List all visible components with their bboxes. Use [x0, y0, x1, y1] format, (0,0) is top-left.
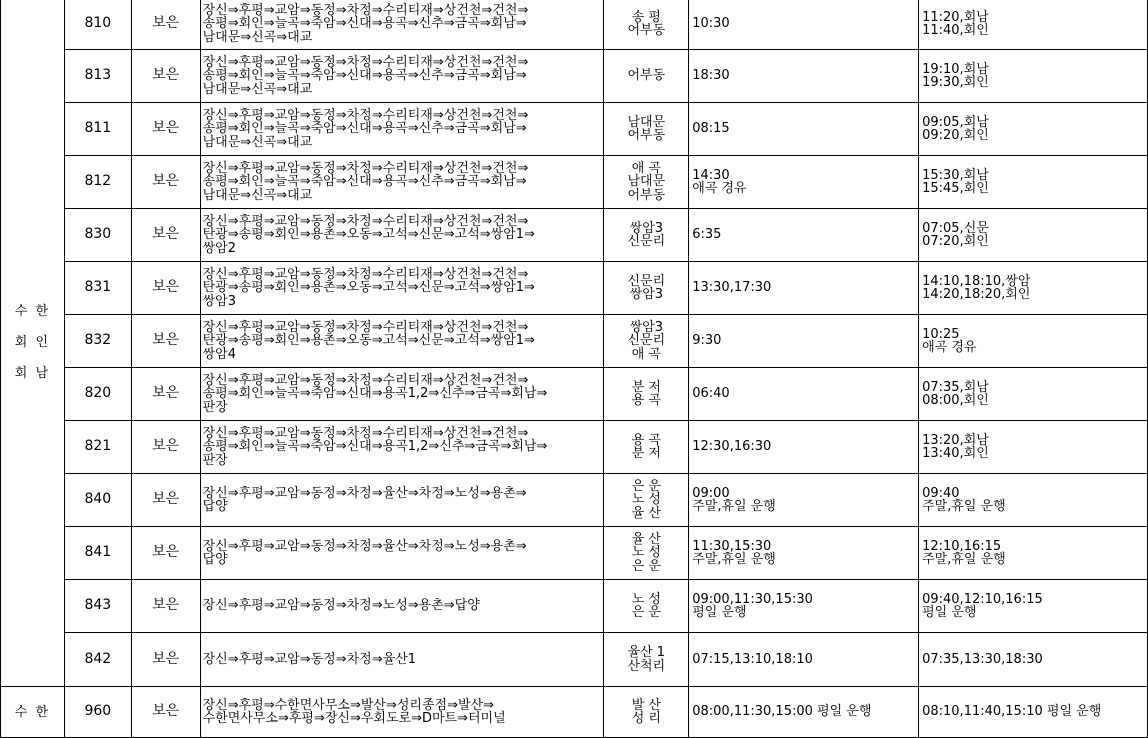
route-path-cell-line: 쌍암2	[202, 240, 236, 256]
departure-time-cell-line: 주말,휴일 운행	[692, 552, 776, 567]
departure-time-cell-line: 14:30	[692, 167, 730, 183]
terminus-cell-line: 쌍암3	[629, 220, 664, 236]
route-path-cell-line: 남대문⇒신곡⇒대교	[202, 134, 313, 150]
region-cell	[131, 421, 200, 474]
region-cell-line: 보은	[152, 544, 180, 561]
return-time-cell	[919, 527, 1148, 580]
route-path-cell-line: 송평⇒회인⇒늘곡⇒죽암⇒신대⇒용곡1,2⇒신추⇒금곡⇒회남⇒	[202, 439, 548, 455]
table-row	[1, 527, 1148, 580]
return-time-cell-line: 15:30,회남	[922, 167, 989, 183]
route-number-cell-line: 842	[84, 650, 112, 667]
route-path-cell-line: 장신⇒후평⇒교암⇒동정⇒차정⇒수리티재⇒상건천⇒건천⇒	[202, 425, 529, 441]
return-time-cell-line: 13:40,회인	[922, 446, 989, 461]
route-number-cell	[64, 421, 131, 474]
route-path-cell-line: 송평⇒회인⇒늘곡⇒죽암⇒신대⇒용곡⇒신추⇒금곡⇒회남⇒	[202, 68, 527, 84]
area-group-cell	[1, 687, 65, 738]
return-time-cell-line: 07:05,신문	[922, 220, 989, 236]
region-cell-line: 보은	[152, 67, 180, 84]
return-time-cell	[919, 103, 1148, 156]
departure-time-cell-line: 12:30,16:30	[692, 439, 772, 455]
route-path-cell-line: 쌍암3	[202, 293, 236, 309]
region-cell	[131, 687, 200, 738]
route-path-cell-line: 장신⇒후평⇒교암⇒동정⇒차정⇒수리티재⇒상건천⇒건천⇒	[202, 54, 529, 70]
return-time-cell	[919, 421, 1148, 474]
return-time-cell	[919, 50, 1148, 103]
area-group-cell-line: 수 한	[14, 704, 51, 720]
route-path-cell	[200, 421, 604, 474]
route-path-cell-line: 쌍암4	[202, 346, 236, 362]
terminus-cell	[604, 474, 689, 527]
region-cell-line: 보은	[152, 15, 180, 32]
table-row	[1, 103, 1148, 156]
table-row	[1, 633, 1148, 687]
terminus-cell-line: 신문리	[627, 234, 666, 249]
terminus-cell-line: 은 운	[631, 605, 661, 620]
terminus-cell-line: 애 곡	[631, 160, 661, 176]
departure-time-cell-line: 11:30,15:30	[692, 538, 772, 554]
return-time-cell-line: 19:10,회남	[922, 61, 989, 77]
return-time-cell	[919, 315, 1148, 368]
return-time-cell-line: 08:00,회인	[922, 393, 989, 408]
region-cell	[131, 474, 200, 527]
table-row	[1, 50, 1148, 103]
route-path-cell-line: 탄광⇒송평⇒회인⇒용촌⇒오동⇒고석⇒신문⇒고석⇒쌍암1⇒	[202, 333, 535, 349]
route-path-cell	[200, 103, 604, 156]
terminus-cell-line: 용 곡	[631, 432, 661, 448]
route-number-cell-line: 960	[84, 703, 112, 720]
region-cell	[131, 315, 200, 368]
return-time-cell-line: 07:35,13:30,18:30	[922, 651, 1043, 667]
return-time-cell	[919, 580, 1148, 633]
area-group-cell-line: 회 남	[14, 366, 51, 381]
terminus-cell	[604, 527, 689, 580]
route-number-cell-line: 831	[84, 279, 112, 296]
terminus-cell-line: 노 성	[631, 492, 661, 508]
terminus-cell-line: 어부동	[627, 68, 666, 84]
region-cell-line: 보은	[152, 332, 180, 349]
terminus-cell-line: 어부동	[627, 128, 666, 143]
region-cell	[131, 580, 200, 633]
route-number-cell	[64, 474, 131, 527]
terminus-cell-line: 쌍암3	[629, 319, 664, 335]
terminus-cell-line: 남대문	[627, 114, 666, 130]
terminus-cell-line: 쌍암3	[629, 287, 664, 302]
route-number-cell-line: 812	[84, 173, 112, 190]
terminus-cell	[604, 368, 689, 421]
table-row	[1, 421, 1148, 474]
return-time-cell-line: 주말,휴일 운행	[922, 552, 1006, 567]
departure-time-cell-line: 13:30,17:30	[692, 280, 772, 296]
terminus-cell	[604, 0, 689, 50]
terminus-cell-line: 성 리	[631, 711, 661, 726]
route-path-cell-line: 남대문⇒신곡⇒대교	[202, 29, 313, 45]
departure-time-cell	[689, 209, 919, 262]
return-time-cell-line: 08:10,11:40,15:10 평일 운행	[922, 704, 1102, 720]
route-path-cell-line: 장신⇒후평⇒수한면사무소⇒발산⇒성리종점⇒발산⇒	[202, 697, 494, 713]
route-path-cell-line: 송평⇒회인⇒늘곡⇒죽암⇒신대⇒용곡⇒신추⇒금곡⇒회남⇒	[202, 16, 527, 32]
region-cell	[131, 0, 200, 50]
terminus-cell-line: 율 산	[631, 531, 661, 547]
return-time-cell-line: 19:30,회인	[922, 75, 989, 90]
return-time-cell-line: 12:10,16:15	[922, 538, 1002, 554]
return-time-cell-line: 09:40	[922, 485, 960, 501]
route-number-cell-line: 813	[84, 67, 112, 84]
region-cell	[131, 633, 200, 687]
route-path-cell-line: 장신⇒후평⇒교암⇒동정⇒차정⇒수리티재⇒상건천⇒건천⇒	[202, 372, 529, 388]
table-row	[1, 580, 1148, 633]
terminus-cell-line: 노 성	[631, 591, 661, 607]
terminus-cell	[604, 315, 689, 368]
departure-time-cell-line: 07:15,13:10,18:10	[692, 651, 813, 667]
region-cell	[131, 368, 200, 421]
route-path-cell	[200, 633, 604, 687]
return-time-cell	[919, 368, 1148, 421]
region-cell	[131, 262, 200, 315]
table-row	[1, 262, 1148, 315]
route-number-cell	[64, 0, 131, 50]
region-cell	[131, 209, 200, 262]
region-cell-line: 보은	[152, 279, 180, 296]
route-number-cell	[64, 687, 131, 738]
departure-time-cell-line: 주말,휴일 운행	[692, 499, 776, 514]
return-time-cell-line: 14:20,18:20,회인	[922, 287, 1031, 302]
departure-time-cell-line: 9:30	[692, 333, 722, 349]
route-path-cell	[200, 0, 604, 50]
route-number-cell-line: 820	[84, 385, 112, 402]
departure-time-cell-line: 08:15	[692, 121, 730, 137]
table-row	[1, 315, 1148, 368]
return-time-cell-line: 11:20,회남	[922, 9, 989, 25]
route-number-cell-line: 821	[84, 438, 112, 455]
route-path-cell-line: 수한면사무소⇒후평⇒장신⇒우회도로⇒D마트⇒터미널	[202, 711, 506, 726]
return-time-cell	[919, 687, 1148, 738]
return-time-cell-line: 11:40,회인	[922, 23, 989, 38]
region-cell	[131, 527, 200, 580]
return-time-cell-line: 07:20,회인	[922, 234, 989, 249]
departure-time-cell	[689, 687, 919, 738]
route-path-cell-line: 남대문⇒신곡⇒대교	[202, 187, 313, 203]
route-path-cell-line: 장신⇒후평⇒교암⇒동정⇒차정⇒수리티재⇒상건천⇒건천⇒	[202, 2, 529, 18]
route-path-cell-line: 장신⇒후평⇒교암⇒동정⇒차정⇒율산⇒차정⇒노성⇒용촌⇒	[202, 538, 527, 554]
terminus-cell	[604, 580, 689, 633]
departure-time-cell	[689, 0, 919, 50]
route-number-cell-line: 811	[84, 120, 112, 137]
route-number-cell	[64, 315, 131, 368]
area-group-cell	[1, 0, 65, 687]
terminus-cell	[604, 103, 689, 156]
route-number-cell	[64, 368, 131, 421]
route-path-cell-line: 송평⇒회인⇒늘곡⇒죽암⇒신대⇒용곡⇒신추⇒금곡⇒회남⇒	[202, 121, 527, 137]
return-time-cell	[919, 474, 1148, 527]
departure-time-cell-line: 10:30	[692, 16, 730, 32]
route-path-cell-line: 장신⇒후평⇒교암⇒동정⇒차정⇒수리티재⇒상건천⇒건천⇒	[202, 160, 529, 176]
route-path-cell	[200, 527, 604, 580]
departure-time-cell	[689, 527, 919, 580]
return-time-cell-line: 15:45,회인	[922, 181, 989, 196]
terminus-cell	[604, 262, 689, 315]
return-time-cell-line: 09:40,12:10,16:15	[922, 591, 1043, 607]
terminus-cell-line: 신문리	[627, 273, 666, 289]
terminus-cell-line: 분 저	[631, 379, 661, 395]
terminus-cell-line: 은 운	[631, 478, 661, 494]
terminus-cell	[604, 633, 689, 687]
region-cell	[131, 103, 200, 156]
return-time-cell	[919, 0, 1148, 50]
region-cell-line: 보은	[152, 120, 180, 137]
route-number-cell-line: 840	[84, 491, 112, 508]
departure-time-cell	[689, 50, 919, 103]
return-time-cell	[919, 633, 1148, 687]
region-cell-line: 보은	[152, 385, 180, 402]
route-path-cell-line: 남대문⇒신곡⇒대교	[202, 81, 313, 97]
route-path-cell-line: 탄광⇒송평⇒회인⇒용촌⇒오동⇒고석⇒신문⇒고석⇒쌍암1⇒	[202, 280, 535, 296]
terminus-cell	[604, 209, 689, 262]
departure-time-cell	[689, 156, 919, 209]
departure-time-cell	[689, 633, 919, 687]
route-path-cell-line: 장신⇒후평⇒교암⇒동정⇒차정⇒수리티재⇒상건천⇒건천⇒	[202, 319, 529, 335]
terminus-cell-line: 은 운	[631, 558, 661, 574]
region-cell-line: 보은	[152, 491, 180, 508]
route-path-cell	[200, 368, 604, 421]
departure-time-cell	[689, 474, 919, 527]
terminus-cell-line: 발 산	[631, 697, 661, 713]
departure-time-cell	[689, 103, 919, 156]
terminus-cell	[604, 687, 689, 738]
departure-time-cell	[689, 262, 919, 315]
area-group-cell-line: 수 한	[14, 304, 51, 319]
route-path-cell-line: 탄광⇒송평⇒회인⇒용촌⇒오동⇒고석⇒신문⇒고석⇒쌍암1⇒	[202, 227, 535, 243]
terminus-cell-line: 어부동	[627, 187, 666, 203]
departure-time-cell-line: 18:30	[692, 68, 730, 84]
region-cell-line: 보은	[152, 226, 180, 243]
departure-time-cell-line: 6:35	[692, 227, 722, 243]
return-time-cell-line: 13:20,회남	[922, 432, 989, 448]
terminus-cell-line: 용 곡	[631, 393, 661, 408]
route-number-cell-line: 843	[84, 597, 112, 614]
table-row	[1, 209, 1148, 262]
departure-time-cell	[689, 315, 919, 368]
table-row	[1, 0, 1148, 50]
return-time-cell-line: 07:35,회남	[922, 379, 989, 395]
region-cell-line: 보은	[152, 438, 180, 455]
route-number-cell	[64, 580, 131, 633]
return-time-cell	[919, 156, 1148, 209]
departure-time-cell	[689, 580, 919, 633]
departure-time-cell-line: 애곡 경유	[692, 181, 747, 196]
route-path-cell	[200, 50, 604, 103]
table-row	[1, 687, 1148, 738]
region-cell	[131, 50, 200, 103]
terminus-cell-line: 노 성	[631, 545, 661, 561]
table-row	[1, 156, 1148, 209]
departure-time-cell-line: 06:40	[692, 386, 730, 402]
route-number-cell	[64, 209, 131, 262]
route-number-cell	[64, 50, 131, 103]
terminus-cell-line: 애 곡	[631, 346, 661, 362]
departure-time-cell	[689, 421, 919, 474]
terminus-cell-line: 남대문	[627, 174, 666, 190]
route-path-cell	[200, 687, 604, 738]
route-path-cell-line: 장신⇒후평⇒교암⇒동정⇒차정⇒수리티재⇒상건천⇒건천⇒	[202, 266, 529, 282]
terminus-cell-line: 분 저	[631, 446, 661, 461]
area-group-cell-line: 회 인	[14, 335, 51, 350]
return-time-cell-line: 14:10,18:10,쌍암	[922, 273, 1031, 289]
return-time-cell-line: 09:20,회인	[922, 128, 989, 143]
route-number-cell	[64, 527, 131, 580]
route-path-cell-line: 송평⇒회인⇒늘곡⇒죽암⇒신대⇒용곡⇒신추⇒금곡⇒회남⇒	[202, 174, 527, 190]
route-path-cell-line: 판장	[202, 452, 228, 468]
region-cell-line: 보은	[152, 173, 180, 190]
route-path-cell-line: 장신⇒후평⇒교암⇒동정⇒차정⇒율산1	[202, 651, 417, 667]
route-path-cell	[200, 580, 604, 633]
departure-time-cell-line: 09:00	[692, 485, 730, 501]
terminus-cell	[604, 421, 689, 474]
departure-time-cell	[689, 368, 919, 421]
route-path-cell-line: 답양	[202, 552, 228, 567]
return-time-cell-line: 평일 운행	[922, 605, 977, 620]
terminus-cell	[604, 50, 689, 103]
route-path-cell-line: 장신⇒후평⇒교암⇒동정⇒차정⇒율산⇒차정⇒노성⇒용촌⇒	[202, 485, 527, 501]
route-path-cell-line: 송평⇒회인⇒늘곡⇒죽암⇒신대⇒용곡1,2⇒신추⇒금곡⇒회남⇒	[202, 386, 548, 402]
route-path-cell-line: 장신⇒후평⇒교암⇒동정⇒차정⇒노성⇒용촌⇒답양	[202, 598, 480, 614]
departure-time-cell-line: 09:00,11:30,15:30	[692, 591, 813, 607]
route-number-cell-line: 810	[84, 15, 112, 32]
route-number-cell-line: 841	[84, 544, 112, 561]
region-cell-line: 보은	[152, 650, 180, 667]
route-number-cell-line: 830	[84, 226, 112, 243]
terminus-cell-line: 산척리	[627, 658, 666, 674]
return-time-cell-line: 10:25	[922, 326, 960, 342]
route-path-cell-line: 판장	[202, 399, 228, 415]
route-number-cell	[64, 633, 131, 687]
departure-time-cell-line: 08:00,11:30,15:00 평일 운행	[692, 704, 872, 720]
route-number-cell	[64, 103, 131, 156]
route-path-cell	[200, 315, 604, 368]
terminus-cell-line: 율산 1	[627, 645, 666, 660]
route-number-cell-line: 832	[84, 332, 112, 349]
route-path-cell-line: 답양	[202, 499, 228, 514]
terminus-cell	[604, 156, 689, 209]
table-row	[1, 474, 1148, 527]
terminus-cell-line: 율 산	[631, 505, 661, 521]
route-path-cell	[200, 474, 604, 527]
departure-time-cell-line: 평일 운행	[692, 605, 747, 620]
terminus-cell-line: 신문리	[627, 333, 666, 349]
terminus-cell-line: 어부동	[627, 23, 666, 38]
route-number-cell	[64, 262, 131, 315]
return-time-cell-line: 주말,휴일 운행	[922, 499, 1006, 514]
route-path-cell	[200, 156, 604, 209]
return-time-cell-line: 애곡 경유	[922, 340, 977, 355]
table-row	[1, 368, 1148, 421]
region-cell	[131, 156, 200, 209]
region-cell-line: 보은	[152, 703, 180, 720]
return-time-cell	[919, 262, 1148, 315]
return-time-cell-line: 09:05,회남	[922, 114, 989, 130]
return-time-cell	[919, 209, 1148, 262]
route-path-cell-line: 장신⇒후평⇒교암⇒동정⇒차정⇒수리티재⇒상건천⇒건천⇒	[202, 107, 529, 123]
route-number-cell	[64, 156, 131, 209]
region-cell-line: 보은	[152, 597, 180, 614]
route-path-cell-line: 장신⇒후평⇒교암⇒동정⇒차정⇒수리티재⇒상건천⇒건천⇒	[202, 213, 529, 229]
route-path-cell	[200, 262, 604, 315]
route-path-cell	[200, 209, 604, 262]
terminus-cell-line: 송 평	[631, 9, 661, 25]
